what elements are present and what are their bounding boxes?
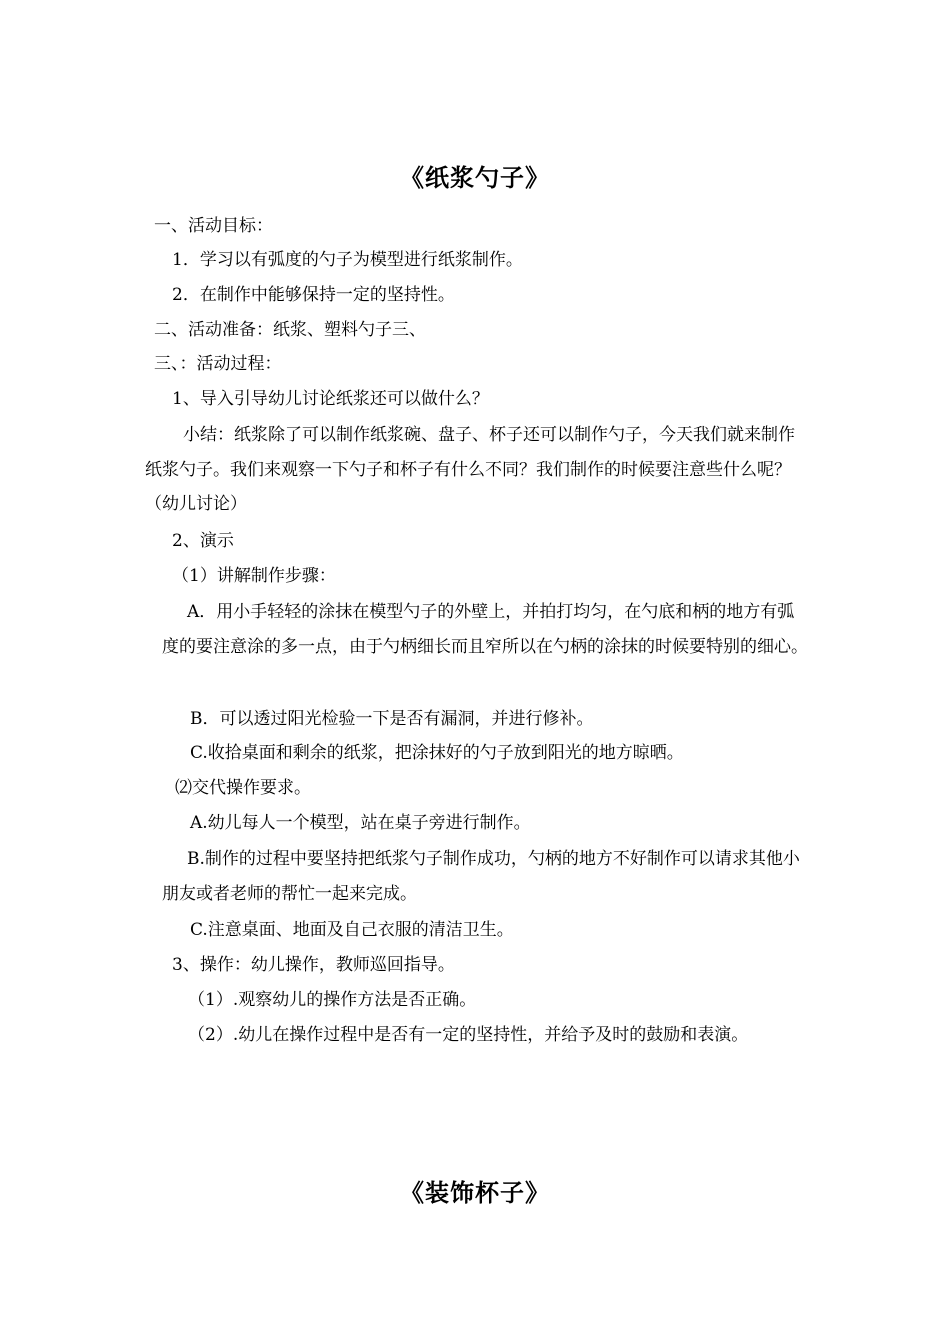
heading-process: 三、：活动过程：: [154, 354, 282, 374]
goal-item-1: 1．学习以有弧度的勺子为模型进行纸浆制作。: [172, 250, 523, 270]
requirement-a: A.幼儿每人一个模型，站在桌子旁进行制作。: [190, 813, 531, 833]
step-2-demo: 2、演示: [172, 531, 234, 551]
explain-step-c: C.收拾桌面和剩余的纸浆，把涂抹好的勺子放到阳光的地方晾晒。: [190, 743, 684, 763]
step-3-operation: 3、操作：幼儿操作，教师巡回指导。: [172, 955, 455, 975]
title-paper-spoon: 《纸浆勺子》: [400, 163, 550, 192]
requirement-c: C.注意桌面、地面及自己衣服的清洁卫生。: [190, 920, 514, 940]
explain-step-b: B．可以透过阳光检验一下是否有漏洞，并进行修补。: [190, 709, 594, 729]
heading-preparation: 二、活动准备：纸浆、塑料勺子三、: [154, 320, 426, 340]
requirement-b: B.制作的过程中要坚持把纸浆勺子制作成功，勺柄的地方不好制作可以请求其他小朋友或者老师的帮忙一起来完成。: [162, 849, 800, 904]
explain-steps-heading: （1）讲解制作步骤：: [172, 566, 336, 586]
requirements-heading: ⑵交代操作要求。: [175, 778, 311, 798]
observation-2: （2）.幼儿在操作过程中是否有一定的坚持性，并给予及时的鼓励和表演。: [188, 1025, 749, 1045]
step-1-intro: 1、导入引导幼儿讨论纸浆还可以做什么？: [172, 389, 489, 409]
goal-item-2: 2．在制作中能够保持一定的坚持性。: [172, 285, 455, 305]
explain-step-a: A．用小手轻轻的涂抹在模型勺子的外壁上，并拍打均匀，在勺底和柄的地方有弧度的要注意涂的多一点，由于勺柄细长而且窄所以在勺柄的涂抹的时候要特别的细心。: [162, 602, 808, 657]
summary-paragraph: 小结：纸浆除了可以制作纸浆碗、盘子、杯子还可以制作勺子，今天我们就来制作纸浆勺子。我们来观察一下勺子和杯子有什么不同？我们制作的时候要注意些什么呢？（幼儿讨论）: [145, 425, 795, 514]
observation-1: （1）.观察幼儿的操作方法是否正确。: [188, 990, 477, 1010]
heading-goals: 一、活动目标：: [154, 216, 273, 236]
title-decorate-cup: 《装饰杯子》: [400, 1178, 550, 1207]
